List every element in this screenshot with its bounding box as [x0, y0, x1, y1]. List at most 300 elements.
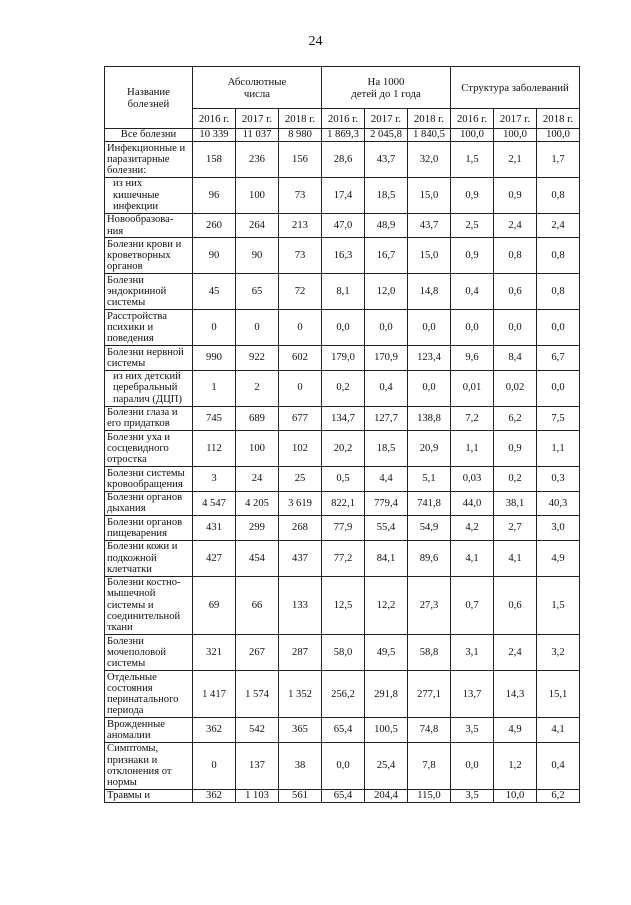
cell-text-line: эндокринной — [107, 286, 167, 298]
cell-text-line: системы — [107, 357, 146, 369]
value-cell: 1,1 — [451, 431, 494, 467]
value-cell: 0 — [193, 742, 236, 789]
value-cell: 4,1 — [451, 540, 494, 576]
value-cell: 4,2 — [451, 516, 494, 541]
value-cell: 2,7 — [494, 516, 537, 541]
value-cell: 18,5 — [365, 431, 408, 467]
value-cell: 0,9 — [494, 431, 537, 467]
table-row — [105, 370, 580, 406]
value-cell: 48,9 — [365, 213, 408, 238]
value-cell: 1,1 — [537, 431, 580, 467]
value-cell: 24 — [236, 467, 279, 492]
value-cell: 77,9 — [322, 516, 365, 541]
value-cell: 2,4 — [494, 635, 537, 671]
value-cell: 0,02 — [494, 370, 537, 406]
table-row — [105, 491, 580, 516]
value-cell: 72 — [279, 274, 322, 310]
header-year: 2017 г. — [494, 109, 537, 129]
value-cell: 427 — [193, 540, 236, 576]
value-cell: 0,6 — [494, 576, 537, 635]
value-cell: 779,4 — [365, 491, 408, 516]
value-cell: 96 — [193, 177, 236, 213]
value-cell: 561 — [279, 790, 322, 803]
header-year: 2016 г. — [322, 109, 365, 129]
value-cell: 0,0 — [408, 310, 451, 346]
value-cell: 73 — [279, 177, 322, 213]
value-cell: 0,8 — [537, 177, 580, 213]
value-cell: 10,0 — [494, 790, 537, 803]
table-row — [105, 213, 580, 238]
value-cell: 745 — [193, 406, 236, 431]
value-cell: 3,5 — [451, 790, 494, 803]
value-cell: 4,1 — [537, 718, 580, 743]
disease-name-cell — [105, 177, 193, 213]
value-cell: 2,4 — [494, 213, 537, 238]
value-cell: 8,1 — [322, 274, 365, 310]
cell-text-line: системы — [107, 658, 146, 670]
value-cell: 0,0 — [451, 742, 494, 789]
cell-text-line: Болезни системы — [107, 467, 185, 479]
cell-text-line: его придатков — [107, 418, 170, 430]
value-cell: 20,9 — [408, 431, 451, 467]
disease-name-cell — [105, 671, 193, 718]
value-cell: 13,7 — [451, 671, 494, 718]
value-cell: 299 — [236, 516, 279, 541]
cell-text-line: ния — [107, 225, 124, 237]
value-cell: 3 619 — [279, 491, 322, 516]
value-cell: 1 352 — [279, 671, 322, 718]
value-cell: 6,2 — [537, 790, 580, 803]
value-cell: 0,7 — [451, 576, 494, 635]
cell-text-line: болезней — [127, 97, 170, 110]
cell-text-line: нормы — [107, 777, 137, 789]
value-cell: 204,4 — [365, 790, 408, 803]
cell-text-line: детей до 1 года — [351, 87, 421, 100]
table-row — [105, 346, 580, 371]
table-row — [105, 177, 580, 213]
value-cell: 84,1 — [365, 540, 408, 576]
value-cell: 6,2 — [494, 406, 537, 431]
value-cell: 38,1 — [494, 491, 537, 516]
header-year: 2016 г. — [451, 109, 494, 129]
value-cell: 58,8 — [408, 635, 451, 671]
value-cell: 17,4 — [322, 177, 365, 213]
value-cell: 362 — [193, 790, 236, 803]
cell-text-line: пищеварения — [107, 528, 167, 539]
value-cell: 677 — [279, 406, 322, 431]
disease-name-cell — [105, 718, 193, 743]
value-cell: 0,03 — [451, 467, 494, 492]
value-cell: 77,2 — [322, 540, 365, 576]
cell-text-line: системы — [107, 297, 146, 309]
page-number: 24 — [308, 34, 323, 49]
value-cell: 0,8 — [537, 238, 580, 274]
cell-text-line: из них — [113, 178, 143, 190]
value-cell: 137 — [236, 742, 279, 789]
value-cell: 1 869,3 — [322, 129, 365, 142]
table-row — [105, 406, 580, 431]
value-cell: 362 — [193, 718, 236, 743]
value-cell: 0,0 — [494, 310, 537, 346]
cell-text-line: Травмы и — [107, 790, 151, 802]
value-cell: 90 — [193, 238, 236, 274]
table-row — [105, 516, 580, 541]
value-cell: 12,0 — [365, 274, 408, 310]
table-row — [105, 467, 580, 492]
cell-text-line: Болезни — [107, 274, 144, 286]
value-cell: 2,5 — [451, 213, 494, 238]
value-cell: 100 — [236, 431, 279, 467]
value-cell: 2 045,8 — [365, 129, 408, 142]
cell-text-line: из них детский — [113, 371, 181, 383]
value-cell: 74,8 — [408, 718, 451, 743]
table-row — [105, 142, 580, 178]
cell-text-line: отклонения от — [107, 765, 172, 777]
cell-text-line: системы и — [107, 599, 154, 611]
cell-text-line: церебральный — [113, 382, 178, 394]
value-cell: 3,1 — [451, 635, 494, 671]
table-row — [105, 431, 580, 467]
table-row — [105, 238, 580, 274]
header-year: 2017 г. — [236, 109, 279, 129]
disease-name-cell — [105, 491, 193, 516]
value-cell: 431 — [193, 516, 236, 541]
value-cell: 47,0 — [322, 213, 365, 238]
cell-text-line: поведения — [107, 333, 154, 345]
value-cell: 0,0 — [408, 370, 451, 406]
value-cell: 15,0 — [408, 177, 451, 213]
value-cell: 0,9 — [451, 177, 494, 213]
table-row — [105, 129, 580, 142]
value-cell: 1 103 — [236, 790, 279, 803]
value-cell: 990 — [193, 346, 236, 371]
value-cell: 115,0 — [408, 790, 451, 803]
disease-name-cell — [105, 213, 193, 238]
disease-name-cell — [105, 742, 193, 789]
value-cell: 0,3 — [537, 467, 580, 492]
value-cell: 69 — [193, 576, 236, 635]
cell-text-line: кроветворных — [107, 250, 171, 262]
value-cell: 291,8 — [365, 671, 408, 718]
value-cell: 3,5 — [451, 718, 494, 743]
value-cell: 0,9 — [494, 177, 537, 213]
value-cell: 1 574 — [236, 671, 279, 718]
cell-text-line: инфекции — [113, 200, 159, 212]
cell-text-line: Болезни кожи и — [107, 541, 178, 553]
value-cell: 102 — [279, 431, 322, 467]
value-cell: 689 — [236, 406, 279, 431]
cell-text-line: дыхания — [107, 503, 146, 515]
value-cell: 100,0 — [494, 129, 537, 142]
value-cell: 267 — [236, 635, 279, 671]
table-row — [105, 718, 580, 743]
value-cell: 16,7 — [365, 238, 408, 274]
value-cell: 14,3 — [494, 671, 537, 718]
value-cell: 55,4 — [365, 516, 408, 541]
table-row — [105, 635, 580, 671]
header-year: 2016 г. — [193, 109, 236, 129]
value-cell: 0,4 — [451, 274, 494, 310]
value-cell: 20,2 — [322, 431, 365, 467]
value-cell: 0 — [279, 310, 322, 346]
header-row-groups — [105, 67, 580, 109]
value-cell: 0 — [279, 370, 322, 406]
cell-text-line: Болезни глаза и — [107, 407, 178, 419]
value-cell: 213 — [279, 213, 322, 238]
value-cell: 0,4 — [365, 370, 408, 406]
disease-name-cell — [105, 635, 193, 671]
header-group — [322, 67, 451, 109]
value-cell: 15,1 — [537, 671, 580, 718]
value-cell: 100,5 — [365, 718, 408, 743]
table-row — [105, 790, 580, 803]
value-cell: 321 — [193, 635, 236, 671]
value-cell: 602 — [279, 346, 322, 371]
header-year: 2018 г. — [408, 109, 451, 129]
value-cell: 0,0 — [322, 310, 365, 346]
cell-text-line: психики и — [107, 321, 154, 333]
cell-text-line: отростка — [107, 454, 147, 466]
value-cell: 0,2 — [494, 467, 537, 492]
value-cell: 28,6 — [322, 142, 365, 178]
cell-text-line: подкожной — [107, 552, 157, 564]
table-row — [105, 671, 580, 718]
value-cell: 0,0 — [322, 742, 365, 789]
cell-text-line: паразитарные — [107, 153, 170, 165]
value-cell: 0,2 — [322, 370, 365, 406]
cell-text-line: Расстройства — [107, 310, 167, 322]
value-cell: 44,0 — [451, 491, 494, 516]
value-cell: 49,5 — [365, 635, 408, 671]
value-cell: 15,0 — [408, 238, 451, 274]
value-cell: 12,2 — [365, 576, 408, 635]
value-cell: 134,7 — [322, 406, 365, 431]
disease-name-cell — [105, 346, 193, 371]
cell-text-line: Болезни — [107, 635, 144, 647]
value-cell: 89,6 — [408, 540, 451, 576]
cell-text-line: периода — [107, 705, 144, 717]
disease-name-cell — [105, 516, 193, 541]
value-cell: 9,6 — [451, 346, 494, 371]
cell-text-line: числа — [243, 87, 271, 100]
value-cell: 16,3 — [322, 238, 365, 274]
value-cell: 54,9 — [408, 516, 451, 541]
value-cell: 158 — [193, 142, 236, 178]
value-cell: 1,5 — [537, 576, 580, 635]
cell-text-line: мочеполовой — [107, 646, 167, 658]
cell-text-line: Врожденные — [107, 718, 165, 730]
cell-text-line: органов — [107, 261, 143, 273]
value-cell: 138,8 — [408, 406, 451, 431]
cell-text-line: Болезни органов — [107, 516, 183, 528]
value-cell: 0 — [236, 310, 279, 346]
cell-text-line: Болезни крови и — [107, 238, 182, 250]
morbidity-table — [104, 66, 580, 803]
value-cell: 65,4 — [322, 718, 365, 743]
disease-name-cell — [105, 790, 193, 803]
value-cell: 0,8 — [537, 274, 580, 310]
value-cell: 0,6 — [494, 274, 537, 310]
header-disease-name — [105, 67, 193, 129]
value-cell: 454 — [236, 540, 279, 576]
value-cell: 260 — [193, 213, 236, 238]
cell-text-line: Структура заболеваний — [461, 81, 569, 94]
value-cell: 822,1 — [322, 491, 365, 516]
cell-text-line: кишечные — [113, 189, 160, 201]
value-cell: 2,4 — [537, 213, 580, 238]
value-cell: 127,7 — [365, 406, 408, 431]
value-cell: 741,8 — [408, 491, 451, 516]
value-cell: 179,0 — [322, 346, 365, 371]
value-cell: 1,7 — [537, 142, 580, 178]
value-cell: 3,2 — [537, 635, 580, 671]
cell-text-line: Болезни нервной — [107, 346, 184, 358]
cell-text-line: На 1000 — [367, 75, 405, 88]
value-cell: 1 840,5 — [408, 129, 451, 142]
value-cell: 0,0 — [451, 310, 494, 346]
cell-text-line: ткани — [107, 622, 133, 634]
value-cell: 100,0 — [451, 129, 494, 142]
disease-name-cell — [105, 576, 193, 635]
cell-text-line: мышечной — [107, 588, 156, 600]
value-cell: 5,1 — [408, 467, 451, 492]
value-cell: 7,5 — [537, 406, 580, 431]
value-cell: 0 — [193, 310, 236, 346]
value-cell: 18,5 — [365, 177, 408, 213]
cell-text-line: болезни: — [107, 165, 147, 177]
value-cell: 4 547 — [193, 491, 236, 516]
value-cell: 922 — [236, 346, 279, 371]
value-cell: 58,0 — [322, 635, 365, 671]
value-cell: 3,0 — [537, 516, 580, 541]
disease-name-cell — [105, 129, 193, 142]
value-cell: 2 — [236, 370, 279, 406]
value-cell: 256,2 — [322, 671, 365, 718]
value-cell: 73 — [279, 238, 322, 274]
value-cell: 0,8 — [494, 238, 537, 274]
table-row — [105, 576, 580, 635]
value-cell: 156 — [279, 142, 322, 178]
value-cell: 12,5 — [322, 576, 365, 635]
value-cell: 8,4 — [494, 346, 537, 371]
disease-name-cell — [105, 540, 193, 576]
value-cell: 11 037 — [236, 129, 279, 142]
cell-text-line: кровообращения — [107, 478, 183, 490]
cell-text-line: Абсолютные — [227, 75, 287, 88]
disease-name-cell — [105, 238, 193, 274]
value-cell: 133 — [279, 576, 322, 635]
value-cell: 45 — [193, 274, 236, 310]
cell-text-line: Название — [127, 85, 170, 98]
disease-name-cell — [105, 274, 193, 310]
header-year: 2017 г. — [365, 109, 408, 129]
cell-text-line: Болезни уха и — [107, 431, 171, 443]
header-year: 2018 г. — [537, 109, 580, 129]
value-cell: 287 — [279, 635, 322, 671]
value-cell: 27,3 — [408, 576, 451, 635]
value-cell: 0,4 — [537, 742, 580, 789]
cell-text-line: сосцевидного — [107, 442, 169, 454]
value-cell: 43,7 — [365, 142, 408, 178]
value-cell: 170,9 — [365, 346, 408, 371]
value-cell: 43,7 — [408, 213, 451, 238]
disease-name-cell — [105, 431, 193, 467]
value-cell: 8 980 — [279, 129, 322, 142]
value-cell: 2,1 — [494, 142, 537, 178]
value-cell: 38 — [279, 742, 322, 789]
value-cell: 100 — [236, 177, 279, 213]
value-cell: 100,0 — [537, 129, 580, 142]
value-cell: 0,5 — [322, 467, 365, 492]
cell-text-line: Новообразова- — [107, 214, 174, 226]
cell-text-line: состояния — [107, 682, 153, 694]
value-cell: 277,1 — [408, 671, 451, 718]
value-cell: 90 — [236, 238, 279, 274]
value-cell: 268 — [279, 516, 322, 541]
cell-text-line: Симптомы, — [107, 743, 159, 755]
cell-text-line: Болезни органов — [107, 492, 183, 504]
cell-text-line: Инфекционные и — [107, 142, 186, 154]
value-cell: 437 — [279, 540, 322, 576]
value-cell: 0,0 — [365, 310, 408, 346]
value-cell: 32,0 — [408, 142, 451, 178]
cell-text-line: паралич (ДЦП) — [113, 393, 182, 405]
value-cell: 4,9 — [494, 718, 537, 743]
value-cell: 7,2 — [451, 406, 494, 431]
value-cell: 10 339 — [193, 129, 236, 142]
value-cell: 4,4 — [365, 467, 408, 492]
value-cell: 0,9 — [451, 238, 494, 274]
value-cell: 25 — [279, 467, 322, 492]
cell-text-line: Отдельные — [107, 671, 157, 683]
value-cell: 123,4 — [408, 346, 451, 371]
value-cell: 0,01 — [451, 370, 494, 406]
disease-name-cell — [105, 406, 193, 431]
cell-text-line: клетчатки — [107, 563, 152, 575]
value-cell: 1,5 — [451, 142, 494, 178]
value-cell: 236 — [236, 142, 279, 178]
cell-text-line: перинатального — [107, 694, 179, 706]
value-cell: 542 — [236, 718, 279, 743]
value-cell: 6,7 — [537, 346, 580, 371]
value-cell: 0,0 — [537, 310, 580, 346]
value-cell: 365 — [279, 718, 322, 743]
value-cell: 1 — [193, 370, 236, 406]
header-group — [193, 67, 322, 109]
disease-name-cell — [105, 467, 193, 492]
disease-name-cell — [105, 310, 193, 346]
value-cell: 7,8 — [408, 742, 451, 789]
value-cell: 65 — [236, 274, 279, 310]
value-cell: 4,9 — [537, 540, 580, 576]
value-cell: 4 205 — [236, 491, 279, 516]
cell-text-line: Все болезни — [120, 129, 177, 141]
table-row — [105, 540, 580, 576]
cell-text-line: Болезни костно- — [107, 577, 181, 589]
value-cell: 1 417 — [193, 671, 236, 718]
value-cell: 4,1 — [494, 540, 537, 576]
header-year: 2018 г. — [279, 109, 322, 129]
header-group — [451, 67, 580, 109]
table-row — [105, 742, 580, 789]
value-cell: 3 — [193, 467, 236, 492]
value-cell: 1,2 — [494, 742, 537, 789]
value-cell: 112 — [193, 431, 236, 467]
disease-name-cell — [105, 142, 193, 178]
cell-text-line: соединительной — [107, 611, 181, 623]
value-cell: 14,8 — [408, 274, 451, 310]
cell-text-line: аномалии — [107, 730, 151, 742]
